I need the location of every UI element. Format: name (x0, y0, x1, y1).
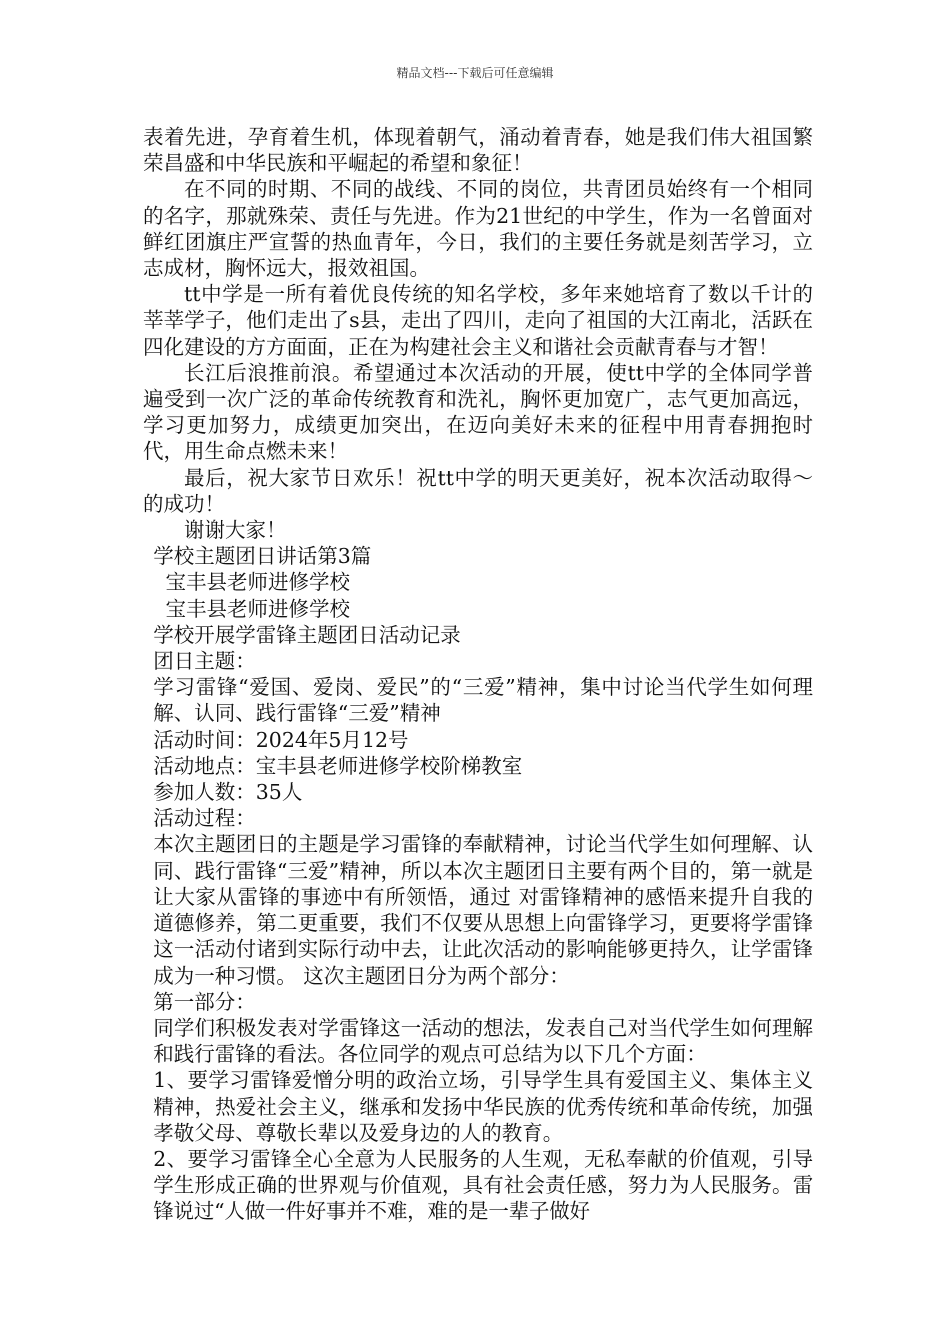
part-label: 第一部分： (153, 989, 256, 1014)
document-body (143, 124, 813, 1225)
list-item: 2、要学习雷锋全心全意为人民服务的人生观，无私奉献的价值观，引导学生形成正确的世界观与价值观，具有社会责任感，努力为人民服务。雷锋说过“人做一件好事并不难，难的是一辈子做好 (153, 1146, 813, 1224)
paragraph: 同学们积极发表对学雷锋这一活动的想法，发表自己对当代学生如何理解和践行雷锋的看法。各位同学的观点可总结为以下几个方面： (153, 1015, 813, 1067)
record-title: 学校开展学雷锋主题团日活动记录 (153, 622, 461, 647)
school-name: 宝丰县老师进修学校 (165, 596, 351, 621)
process-label: 活动过程： (153, 806, 256, 831)
section-title: 学校主题团日讲话第3篇 (153, 544, 372, 569)
paragraph: tt中学是一所有着优良传统的知名学校，多年来她培育了数以千计的莘莘学子，他们走出了s县，走出了四川，走向了祖国的大江南北，活跃在四化建设的方方面面，正在为构建社会主义和谐社会贡献青春与才智！ (143, 282, 813, 359)
page-header: 精品文档---下载后可任意编辑 (396, 66, 554, 80)
closing-line: 谢谢大家！ (184, 518, 287, 543)
activity-location: 活动地点：宝丰县老师进修学校阶梯教室 (153, 753, 523, 778)
paragraph: 最后，祝大家节日欢乐！祝tt中学的明天更美好，祝本次活动取得～的成功！ (143, 465, 813, 516)
list-item: 1、要学习雷锋爱憎分明的政治立场，引导学生具有爱国主义、集体主义精神，热爱社会主义，继承和发扬中华民族的优秀传统和革命传统，加强孝敬父母、尊敬长辈以及爱身边的人的教育。 (153, 1068, 813, 1145)
theme-label: 团日主题： (153, 649, 256, 674)
paragraph: 长江后浪推前浪。希望通过本次活动的开展，使tt中学的全体同学普遍受到一次广泛的革命传统教育和洗礼，胸怀更加宽广，志气更加高远，学习更加努力，成绩更加突出，在迈向美好未来的征程中用青春拥抱时代，用生命点燃未来！ (143, 360, 813, 464)
activity-time: 活动时间：2024年5月12号 (153, 727, 409, 752)
participant-count: 参加人数：35人 (153, 780, 303, 805)
paragraph: 本次主题团日的主题是学习雷锋的奉献精神，讨论当代学生如何理解、认同、践行雷锋“三爱”精神，所以本次主题团日主要有两个目的，第一就是让大家从雷锋的事迹中有所领悟，通过 对雷锋精神的感悟来提升自我的道德修养，第二更重要，我们不仅要从思想上向雷锋学习，更要将学雷锋这一活动付诸到实际行动中去，让此次活动的影响能够更持久，让学雷锋成为一种习惯。 这次主题团日分为两个部分： (153, 832, 813, 988)
paragraph: 表着先进，孕育着生机，体现着朝气，涌动着青春，她是我们伟大祖国繁荣昌盛和中华民族和平崛起的希望和象征！ (143, 125, 813, 176)
paragraph: 在不同的时期、不同的战线、不同的岗位，共青团员始终有一个相同的名字，那就殊荣、责任与先进。作为21世纪的中学生，作为一名曾面对鲜红团旗庄严宣誓的热血青年，今日，我们的主要任务就是刻苦学习，立志成材，胸怀远大，报效祖国。 (143, 177, 813, 281)
theme-text: 学习雷锋“爱国、爱岗、爱民”的“三爱”精神，集中讨论当代学生如何理解、认同、践行雷锋“三爱”精神 (153, 675, 813, 726)
school-name: 宝丰县老师进修学校 (165, 570, 351, 595)
